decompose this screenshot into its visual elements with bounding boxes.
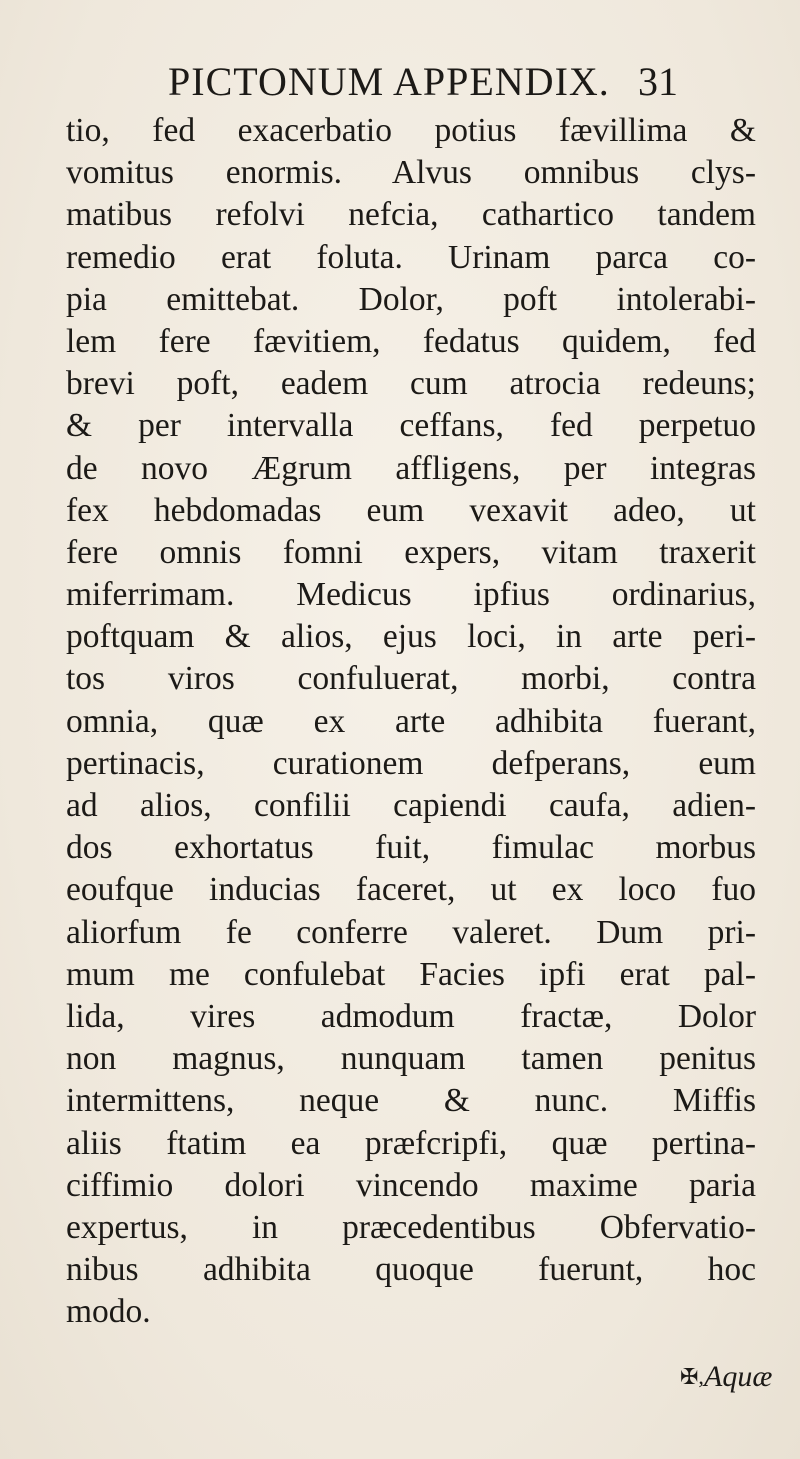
catchword-row (0, 1360, 800, 1400)
text-line: lem fere fævitiem, fedatus quidem, fed (66, 322, 756, 360)
text-line: fere omnis fomni expers, vitam traxerit (66, 533, 756, 571)
text-line: matibus refolvi nefcia, cathartico tandem (66, 196, 756, 234)
text-line: miferrimam. Medicus ipfius ordinarius, (66, 576, 756, 614)
text-line: expertus, in præcedentibus Obfervatio- (66, 1208, 756, 1246)
text-line: aliis ftatim ea præfcripfi, quæ pertina- (66, 1124, 756, 1162)
text-line: & per intervalla ceffans, fed perpetuo (66, 407, 756, 445)
text-line: mum me confulebat Facies ipfi erat pal- (66, 955, 756, 993)
running-title: PICTONUM APPENDIX. (168, 59, 610, 104)
text-line: fex hebdomadas eum vexavit adeo, ut (66, 491, 756, 529)
text-line: tio, fed exacerbatio potius fævillima & (66, 112, 756, 149)
catchword: Aquæ (704, 1360, 773, 1393)
text-line: pia emittebat. Dolor, poft intolerabi- (66, 280, 756, 318)
page-number: 31 (638, 59, 678, 104)
text-line: intermittens, neque & nunc. Miffis (66, 1082, 756, 1120)
text-line: non magnus, nunquam tamen penitus (66, 1040, 756, 1078)
text-line: nibus adhibita quoque fuerunt, hoc (66, 1251, 756, 1289)
text-line: ciffimio dolori vincendo maxime paria (66, 1166, 756, 1204)
text-line: vomitus enormis. Alvus omnibus clys- (66, 154, 756, 192)
text-line: remedio erat foluta. Urinam parca co- (66, 238, 756, 276)
text-line: poftquam & alios, ejus loci, in arte peri- (66, 618, 756, 656)
signature-mark: ✠, (680, 1364, 704, 1389)
text-line: brevi poft, eadem cum atrocia redeuns; (66, 365, 756, 403)
text-line: omnia, quæ ex arte adhibita fuerant, (66, 702, 756, 740)
body-text (66, 110, 756, 1333)
text-line: eoufque inducias faceret, ut ex loco fuo (66, 871, 756, 909)
text-line: aliorfum fe conferre valeret. Dum pri- (66, 913, 756, 951)
text-line: tos viros confuluerat, morbi, contra (66, 660, 756, 698)
text-line: ad alios, confilii capiendi caufa, adien- (66, 787, 756, 824)
running-head (0, 58, 800, 108)
text-line: modo. (66, 1293, 151, 1331)
text-line: lida, vires admodum fractæ, Dolor (66, 997, 756, 1035)
text-line: dos exhortatus fuit, fimulac morbus (66, 829, 756, 867)
text-line: de novo Ægrum affligens, per integras (66, 449, 756, 487)
text-line: pertinacis, curationem defperans, eum (66, 744, 756, 782)
